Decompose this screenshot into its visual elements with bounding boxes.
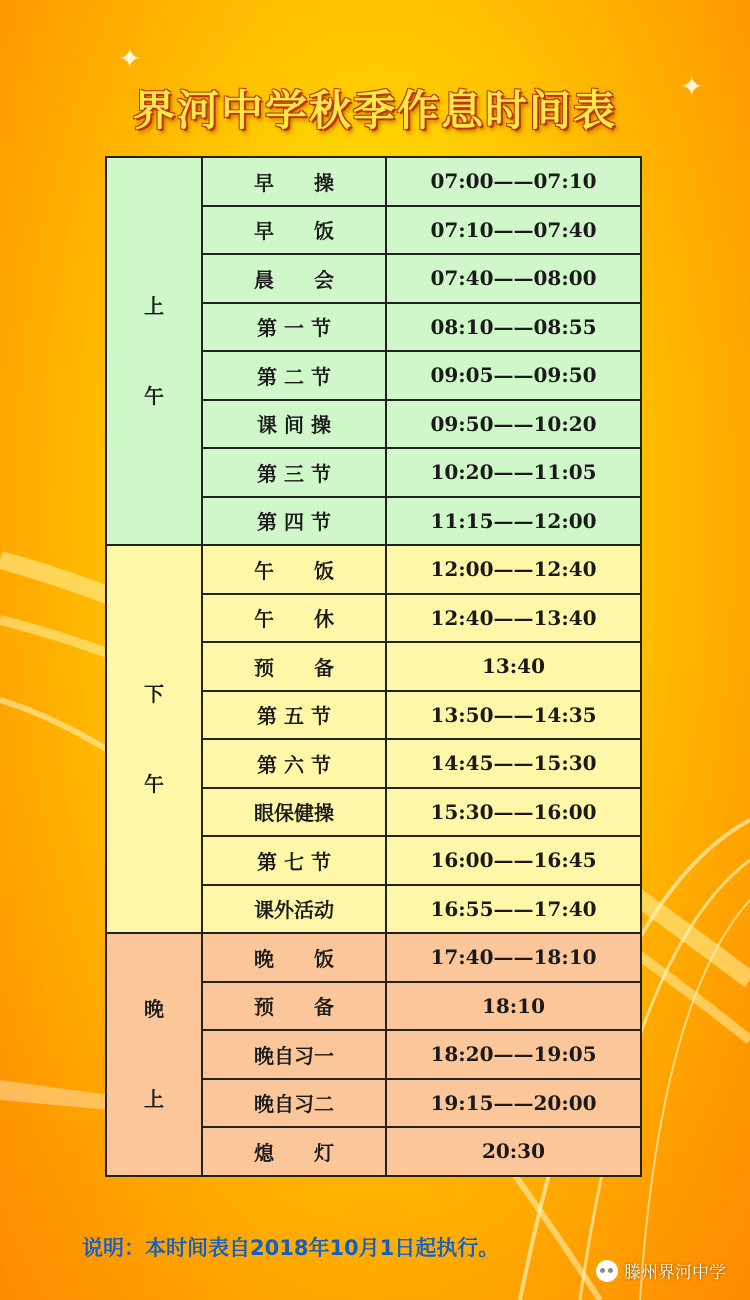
event-name: 午 饭 bbox=[202, 545, 386, 594]
event-time: 07:00——07:10 bbox=[386, 157, 641, 206]
event-time: 18:20——19:05 bbox=[386, 1030, 641, 1079]
account-name: 滕州界河中学 bbox=[624, 1263, 726, 1283]
schedule-row bbox=[106, 933, 641, 982]
page-title: 界河中学秋季作息时间表 bbox=[132, 86, 617, 135]
event-time: 15:30——16:00 bbox=[386, 788, 641, 837]
event-time: 19:15——20:00 bbox=[386, 1079, 641, 1128]
event-name: 早 饭 bbox=[202, 206, 386, 255]
event-name: 课外活动 bbox=[202, 885, 386, 934]
event-time: 09:50——10:20 bbox=[386, 400, 641, 449]
period-label: 晚 上 bbox=[106, 933, 202, 1176]
event-time: 07:10——07:40 bbox=[386, 206, 641, 255]
event-name: 晚自习二 bbox=[202, 1079, 386, 1128]
schedule-row bbox=[106, 157, 641, 206]
event-time: 07:40——08:00 bbox=[386, 254, 641, 303]
wechat-icon bbox=[596, 1260, 618, 1282]
event-time: 14:45——15:30 bbox=[386, 739, 641, 788]
event-name: 晚 饭 bbox=[202, 933, 386, 982]
event-time: 08:10——08:55 bbox=[386, 303, 641, 352]
schedule-row bbox=[106, 545, 641, 594]
event-name: 午 休 bbox=[202, 594, 386, 643]
event-name: 第 五 节 bbox=[202, 691, 386, 740]
event-time: 17:40——18:10 bbox=[386, 933, 641, 982]
event-time: 16:00——16:45 bbox=[386, 836, 641, 885]
period-label: 下 午 bbox=[106, 545, 202, 933]
sparkle-icon: ✦ bbox=[118, 42, 142, 75]
event-time: 13:40 bbox=[386, 642, 641, 691]
event-time: 16:55——17:40 bbox=[386, 885, 641, 934]
event-time: 12:00——12:40 bbox=[386, 545, 641, 594]
event-time: 11:15——12:00 bbox=[386, 497, 641, 546]
event-name: 眼保健操 bbox=[202, 788, 386, 837]
event-time: 10:20——11:05 bbox=[386, 448, 641, 497]
wechat-account bbox=[596, 1258, 726, 1283]
event-name: 第 六 节 bbox=[202, 739, 386, 788]
event-time: 20:30 bbox=[386, 1127, 641, 1176]
event-time: 18:10 bbox=[386, 982, 641, 1031]
schedule-table bbox=[105, 156, 642, 1177]
event-name: 晚自习一 bbox=[202, 1030, 386, 1079]
event-name: 第 一 节 bbox=[202, 303, 386, 352]
sparkle-icon: ✦ bbox=[680, 70, 704, 103]
event-name: 课 间 操 bbox=[202, 400, 386, 449]
event-time: 12:40——13:40 bbox=[386, 594, 641, 643]
event-name: 早 操 bbox=[202, 157, 386, 206]
event-name: 第 七 节 bbox=[202, 836, 386, 885]
event-name: 第 三 节 bbox=[202, 448, 386, 497]
footer-note: 说明：本时间表自2018年10月1日起执行。 bbox=[82, 1236, 500, 1260]
period-label: 上 午 bbox=[106, 157, 202, 545]
event-name: 预 备 bbox=[202, 642, 386, 691]
event-time: 09:05——09:50 bbox=[386, 351, 641, 400]
event-time: 13:50——14:35 bbox=[386, 691, 641, 740]
event-name: 第 二 节 bbox=[202, 351, 386, 400]
event-name: 第 四 节 bbox=[202, 497, 386, 546]
event-name: 晨 会 bbox=[202, 254, 386, 303]
event-name: 预 备 bbox=[202, 982, 386, 1031]
event-name: 熄 灯 bbox=[202, 1127, 386, 1176]
